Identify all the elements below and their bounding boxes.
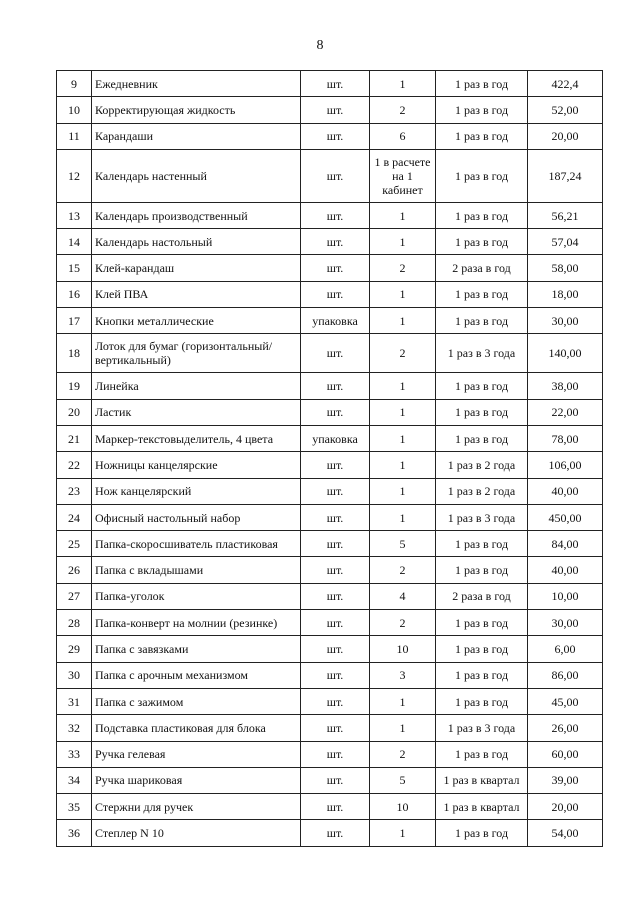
cell-name: Ежедневник <box>92 71 301 97</box>
cell-unit: упаковка <box>301 308 370 334</box>
cell-qty: 1 <box>370 452 436 478</box>
table-row <box>57 820 603 846</box>
cell-qty: 2 <box>370 255 436 281</box>
cell-freq: 1 раз в год <box>436 373 528 399</box>
cell-price: 40,00 <box>528 478 603 504</box>
cell-unit: упаковка <box>301 425 370 451</box>
cell-num: 30 <box>57 662 92 688</box>
table-row <box>57 334 603 373</box>
cell-name: Подставка пластиковая для блока <box>92 715 301 741</box>
cell-freq: 1 раз в год <box>436 741 528 767</box>
cell-price: 20,00 <box>528 794 603 820</box>
cell-qty: 1 <box>370 71 436 97</box>
cell-price: 84,00 <box>528 531 603 557</box>
cell-name: Клей ПВА <box>92 281 301 307</box>
cell-unit: шт. <box>301 662 370 688</box>
cell-qty: 1 <box>370 478 436 504</box>
page-number: 8 <box>316 38 324 53</box>
cell-price: 187,24 <box>528 149 603 202</box>
cell-price: 39,00 <box>528 767 603 793</box>
cell-qty: 1 <box>370 504 436 530</box>
cell-unit: шт. <box>301 820 370 846</box>
cell-name: Ножницы канцелярские <box>92 452 301 478</box>
cell-name: Ручка гелевая <box>92 741 301 767</box>
cell-freq: 1 раз в 3 года <box>436 715 528 741</box>
cell-freq: 1 раз в год <box>436 557 528 583</box>
cell-qty: 1 <box>370 820 436 846</box>
cell-price: 38,00 <box>528 373 603 399</box>
cell-price: 52,00 <box>528 97 603 123</box>
items-table-body <box>57 71 603 847</box>
cell-freq: 1 раз в год <box>436 636 528 662</box>
cell-num: 26 <box>57 557 92 583</box>
cell-unit: шт. <box>301 741 370 767</box>
table-row <box>57 202 603 228</box>
cell-name: Календарь настольный <box>92 229 301 255</box>
cell-price: 20,00 <box>528 123 603 149</box>
cell-name: Линейка <box>92 373 301 399</box>
table-row <box>57 557 603 583</box>
cell-qty: 1 <box>370 373 436 399</box>
cell-num: 31 <box>57 688 92 714</box>
cell-unit: шт. <box>301 149 370 202</box>
cell-unit: шт. <box>301 583 370 609</box>
cell-unit: шт. <box>301 373 370 399</box>
cell-freq: 1 раз в год <box>436 71 528 97</box>
table-row <box>57 281 603 307</box>
cell-qty: 10 <box>370 794 436 820</box>
cell-freq: 1 раз в год <box>436 149 528 202</box>
cell-num: 34 <box>57 767 92 793</box>
cell-num: 35 <box>57 794 92 820</box>
cell-unit: шт. <box>301 610 370 636</box>
cell-unit: шт. <box>301 123 370 149</box>
table-row <box>57 583 603 609</box>
cell-num: 28 <box>57 610 92 636</box>
cell-price: 6,00 <box>528 636 603 662</box>
cell-name: Ластик <box>92 399 301 425</box>
cell-price: 40,00 <box>528 557 603 583</box>
cell-freq: 1 раз в 3 года <box>436 334 528 373</box>
cell-qty: 1 <box>370 715 436 741</box>
cell-num: 13 <box>57 202 92 228</box>
cell-name: Карандаши <box>92 123 301 149</box>
cell-name: Нож канцелярский <box>92 478 301 504</box>
cell-price: 450,00 <box>528 504 603 530</box>
cell-name: Офисный настольный набор <box>92 504 301 530</box>
cell-qty: 2 <box>370 334 436 373</box>
cell-qty: 2 <box>370 741 436 767</box>
cell-num: 9 <box>57 71 92 97</box>
cell-unit: шт. <box>301 399 370 425</box>
table-row <box>57 452 603 478</box>
cell-freq: 1 раз в год <box>436 202 528 228</box>
cell-freq: 1 раз в 3 года <box>436 504 528 530</box>
cell-price: 22,00 <box>528 399 603 425</box>
cell-num: 33 <box>57 741 92 767</box>
cell-freq: 1 раз в год <box>436 531 528 557</box>
table-row <box>57 255 603 281</box>
cell-price: 30,00 <box>528 610 603 636</box>
cell-name: Клей-карандаш <box>92 255 301 281</box>
cell-name: Календарь настенный <box>92 149 301 202</box>
cell-name: Лоток для бумаг (горизонтальный/вертикальный) <box>92 334 301 373</box>
cell-freq: 1 раз в год <box>436 425 528 451</box>
table-row <box>57 767 603 793</box>
cell-price: 57,04 <box>528 229 603 255</box>
table-row <box>57 149 603 202</box>
cell-num: 29 <box>57 636 92 662</box>
table-row <box>57 531 603 557</box>
cell-unit: шт. <box>301 531 370 557</box>
cell-unit: шт. <box>301 452 370 478</box>
cell-qty: 2 <box>370 610 436 636</box>
cell-name: Кнопки металлические <box>92 308 301 334</box>
cell-name: Стержни для ручек <box>92 794 301 820</box>
cell-price: 56,21 <box>528 202 603 228</box>
cell-qty: 2 <box>370 557 436 583</box>
cell-num: 27 <box>57 583 92 609</box>
cell-price: 60,00 <box>528 741 603 767</box>
cell-price: 86,00 <box>528 662 603 688</box>
cell-unit: шт. <box>301 229 370 255</box>
cell-qty: 1 <box>370 202 436 228</box>
cell-price: 140,00 <box>528 334 603 373</box>
cell-unit: шт. <box>301 557 370 583</box>
cell-unit: шт. <box>301 767 370 793</box>
cell-unit: шт. <box>301 715 370 741</box>
cell-num: 18 <box>57 334 92 373</box>
cell-qty: 1 <box>370 229 436 255</box>
cell-num: 32 <box>57 715 92 741</box>
cell-price: 18,00 <box>528 281 603 307</box>
cell-freq: 1 раз в год <box>436 123 528 149</box>
cell-name: Папка с вкладышами <box>92 557 301 583</box>
table-row <box>57 478 603 504</box>
cell-name: Папка-уголок <box>92 583 301 609</box>
table-row <box>57 794 603 820</box>
cell-price: 422,4 <box>528 71 603 97</box>
cell-unit: шт. <box>301 334 370 373</box>
table-row <box>57 715 603 741</box>
cell-qty: 1 <box>370 308 436 334</box>
cell-price: 54,00 <box>528 820 603 846</box>
cell-freq: 1 раз в год <box>436 688 528 714</box>
cell-num: 36 <box>57 820 92 846</box>
cell-name: Календарь производственный <box>92 202 301 228</box>
cell-freq: 1 раз в квартал <box>436 794 528 820</box>
cell-name: Маркер-текстовыделитель, 4 цвета <box>92 425 301 451</box>
table-row <box>57 399 603 425</box>
cell-freq: 1 раз в квартал <box>436 767 528 793</box>
cell-name: Степлер N 10 <box>92 820 301 846</box>
cell-num: 22 <box>57 452 92 478</box>
table-row <box>57 636 603 662</box>
cell-freq: 1 раз в год <box>436 97 528 123</box>
table-row <box>57 97 603 123</box>
cell-qty: 3 <box>370 662 436 688</box>
cell-freq: 1 раз в год <box>436 610 528 636</box>
cell-unit: шт. <box>301 255 370 281</box>
cell-unit: шт. <box>301 71 370 97</box>
cell-num: 14 <box>57 229 92 255</box>
cell-qty: 5 <box>370 531 436 557</box>
cell-qty: 6 <box>370 123 436 149</box>
table-row <box>57 123 603 149</box>
cell-num: 12 <box>57 149 92 202</box>
cell-qty: 1 <box>370 281 436 307</box>
cell-num: 19 <box>57 373 92 399</box>
cell-name: Папка с арочным механизмом <box>92 662 301 688</box>
table-row <box>57 373 603 399</box>
cell-num: 25 <box>57 531 92 557</box>
cell-price: 58,00 <box>528 255 603 281</box>
cell-unit: шт. <box>301 281 370 307</box>
cell-num: 21 <box>57 425 92 451</box>
cell-qty: 1 <box>370 688 436 714</box>
cell-name: Папка-скоросшиватель пластиковая <box>92 531 301 557</box>
cell-freq: 1 раз в 2 года <box>436 452 528 478</box>
cell-name: Папка с завязками <box>92 636 301 662</box>
cell-price: 78,00 <box>528 425 603 451</box>
cell-price: 10,00 <box>528 583 603 609</box>
table-row <box>57 741 603 767</box>
cell-price: 45,00 <box>528 688 603 714</box>
cell-num: 11 <box>57 123 92 149</box>
cell-price: 106,00 <box>528 452 603 478</box>
cell-num: 17 <box>57 308 92 334</box>
cell-name: Папка-конверт на молнии (резинке) <box>92 610 301 636</box>
table-row <box>57 425 603 451</box>
cell-unit: шт. <box>301 202 370 228</box>
cell-num: 15 <box>57 255 92 281</box>
cell-num: 24 <box>57 504 92 530</box>
cell-qty: 10 <box>370 636 436 662</box>
cell-freq: 1 раз в год <box>436 820 528 846</box>
cell-unit: шт. <box>301 97 370 123</box>
cell-price: 26,00 <box>528 715 603 741</box>
cell-unit: шт. <box>301 478 370 504</box>
cell-freq: 1 раз в год <box>436 399 528 425</box>
cell-unit: шт. <box>301 504 370 530</box>
cell-freq: 1 раз в год <box>436 662 528 688</box>
cell-name: Корректирующая жидкость <box>92 97 301 123</box>
cell-freq: 2 раза в год <box>436 583 528 609</box>
items-table <box>56 70 603 847</box>
cell-qty: 2 <box>370 97 436 123</box>
cell-freq: 2 раза в год <box>436 255 528 281</box>
cell-freq: 1 раз в 2 года <box>436 478 528 504</box>
cell-unit: шт. <box>301 794 370 820</box>
cell-freq: 1 раз в год <box>436 229 528 255</box>
table-row <box>57 229 603 255</box>
table-row <box>57 71 603 97</box>
cell-qty: 1 в расчете на 1 кабинет <box>370 149 436 202</box>
cell-qty: 4 <box>370 583 436 609</box>
table-row <box>57 688 603 714</box>
cell-name: Ручка шариковая <box>92 767 301 793</box>
table-row <box>57 308 603 334</box>
cell-name: Папка с зажимом <box>92 688 301 714</box>
cell-qty: 5 <box>370 767 436 793</box>
cell-num: 16 <box>57 281 92 307</box>
cell-price: 30,00 <box>528 308 603 334</box>
cell-num: 10 <box>57 97 92 123</box>
cell-unit: шт. <box>301 636 370 662</box>
cell-num: 23 <box>57 478 92 504</box>
cell-freq: 1 раз в год <box>436 281 528 307</box>
cell-qty: 1 <box>370 425 436 451</box>
table-row <box>57 662 603 688</box>
cell-freq: 1 раз в год <box>436 308 528 334</box>
table-row <box>57 610 603 636</box>
cell-unit: шт. <box>301 688 370 714</box>
table-row <box>57 504 603 530</box>
cell-qty: 1 <box>370 399 436 425</box>
cell-num: 20 <box>57 399 92 425</box>
